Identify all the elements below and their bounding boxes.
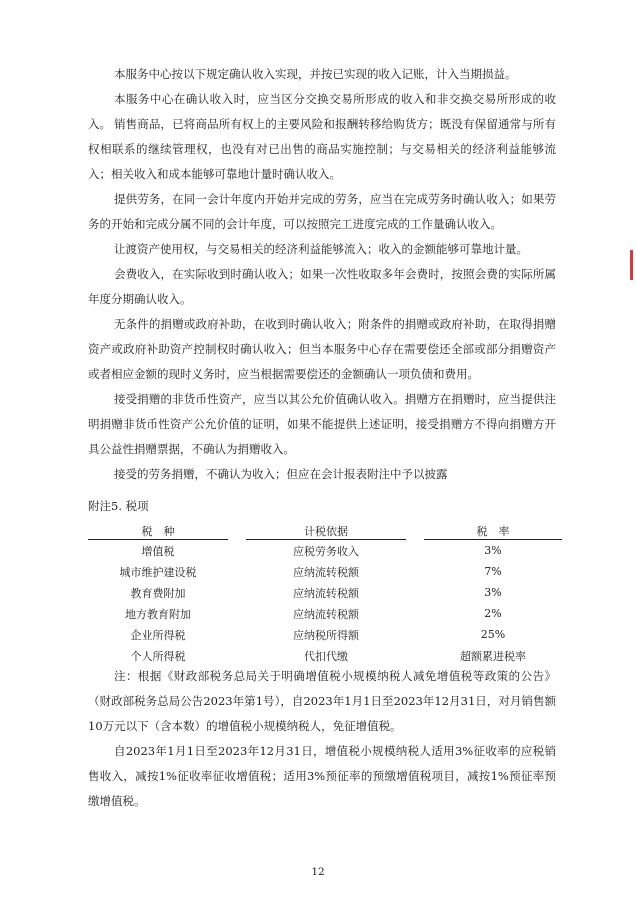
- tax-rate-cell: 7%: [484, 565, 502, 578]
- membership-fee-paragraph: 会费收入，在实际收到时确认收入；如果一次性收取多年会费时，按照会费的实际所属年度分期确认收入。: [88, 267, 556, 306]
- table-row: [88, 540, 562, 562]
- revenue-recognition-paragraph: 本服务中心按以下规定确认收入实现，并按已实现的收入记账，计入当期损益。: [114, 67, 517, 81]
- table-row: [88, 561, 562, 582]
- header-tax-rate: 税 率: [424, 522, 562, 540]
- tax-table-header-row: [88, 522, 562, 540]
- service-revenue-paragraph: 提供劳务，在同一会计年度内开始并完成的劳务，应当在完成劳务时确认收入；如果劳务的开始和完成分属不同的会计年度，可以按照完工进度完成的工作量确认收入。: [88, 192, 556, 231]
- tax-basis-cell: 应纳流转税额: [293, 586, 359, 600]
- section-title: 附注5. 税项: [88, 499, 149, 513]
- tax-rate-cell: 超额累进税率: [460, 649, 526, 663]
- tax-table: [88, 522, 562, 666]
- table-row: [88, 624, 562, 645]
- tax-basis-cell: 应税劳务收入: [293, 544, 359, 558]
- tax-type-cell: 地方教育附加: [125, 607, 191, 621]
- vat-exemption-note: 注：根据《财政部税务总局关于明确增值税小规模纳税人减免增值税等政策的公告》（财政部税务总局公告2023年第1号），自2023年1月1日至2023年12月31日，对月销售额10万元以下（含本数）的增值税小规模纳税人，免征增值税。: [88, 669, 556, 733]
- tax-basis-cell: 代扣代缴: [304, 649, 348, 663]
- tax-type-cell: 企业所得税: [130, 628, 186, 642]
- table-row: [88, 603, 562, 624]
- tax-type-cell: 城市维护建设税: [119, 565, 197, 579]
- tax-basis-cell: 应纳税所得额: [293, 628, 359, 642]
- tax-rate-cell: 25%: [480, 628, 506, 641]
- sales-revenue-paragraph: 销售商品，已将商品所有权上的主要风险和报酬转移给购货方；既没有保留通常与所有权相联系的继续管理权，也没有对已出售的商品实施控制；与交易相关的经济利益能够流入；相关收入和成本能够可靠地计量时确认收入。: [88, 117, 556, 181]
- tax-rate-cell: 2%: [484, 607, 502, 620]
- tax-basis-cell: 应纳流转税额: [293, 565, 359, 579]
- noncash-donation-paragraph: 接受捐赠的非货币性资产，应当以其公允价值确认收入。捐赠方在捐赠时，应当提供注明捐赠非货币性资产公允价值的证明，如果不能提供上述证明，接受捐赠方不得向捐赠方开具公益性捐赠票据，不确认为捐赠收入。: [88, 392, 556, 456]
- vat-reduction-note: 自2023年1月1日至2023年12月31日，增值税小规模纳税人适用3%征收率的应税销售收入，减按1%征收率征收增值税；适用3%预征率的预缴增值税项目，减按1%预征率预缴增值税。: [88, 744, 556, 808]
- tax-rate-cell: 3%: [484, 544, 502, 557]
- table-row: [88, 645, 562, 666]
- tax-basis-cell: 应纳流转税额: [293, 607, 359, 621]
- donation-paragraph: 无条件的捐赠或政府补助，在收到时确认收入；附条件的捐赠或政府补助，在取得捐赠资产或政府补助资产控制权时确认收入；但当本服务中心存在需要偿还全部或部分捐赠资产或者相应金额的现时义务时，应当根据需要偿还的金额确认一项负债和费用。: [88, 317, 556, 381]
- tax-type-cell: 个人所得税: [130, 649, 186, 663]
- tax-rate-cell: 3%: [484, 586, 502, 599]
- header-tax-type: 税 种: [88, 522, 228, 540]
- tax-type-cell: 增值税: [141, 544, 175, 558]
- scan-edge-mark: [630, 250, 633, 280]
- table-row: [88, 582, 562, 603]
- header-tax-basis: 计税依据: [246, 522, 406, 540]
- page-number: 12: [311, 866, 325, 878]
- asset-use-paragraph: 让渡资产使用权，与交易相关的经济利益能够流入；收入的金额能够可靠地计量。: [114, 242, 528, 256]
- labor-donation-paragraph: 接受的劳务捐赠，不确认为收入；但应在会计报表附注中予以披露: [114, 467, 448, 481]
- tax-type-cell: 教育费附加: [130, 586, 186, 600]
- revenue-classification-paragraph: 本服务中心在确认收入时，应当区分交换交易所形成的收入和非交换交易所形成的收入。: [88, 92, 556, 131]
